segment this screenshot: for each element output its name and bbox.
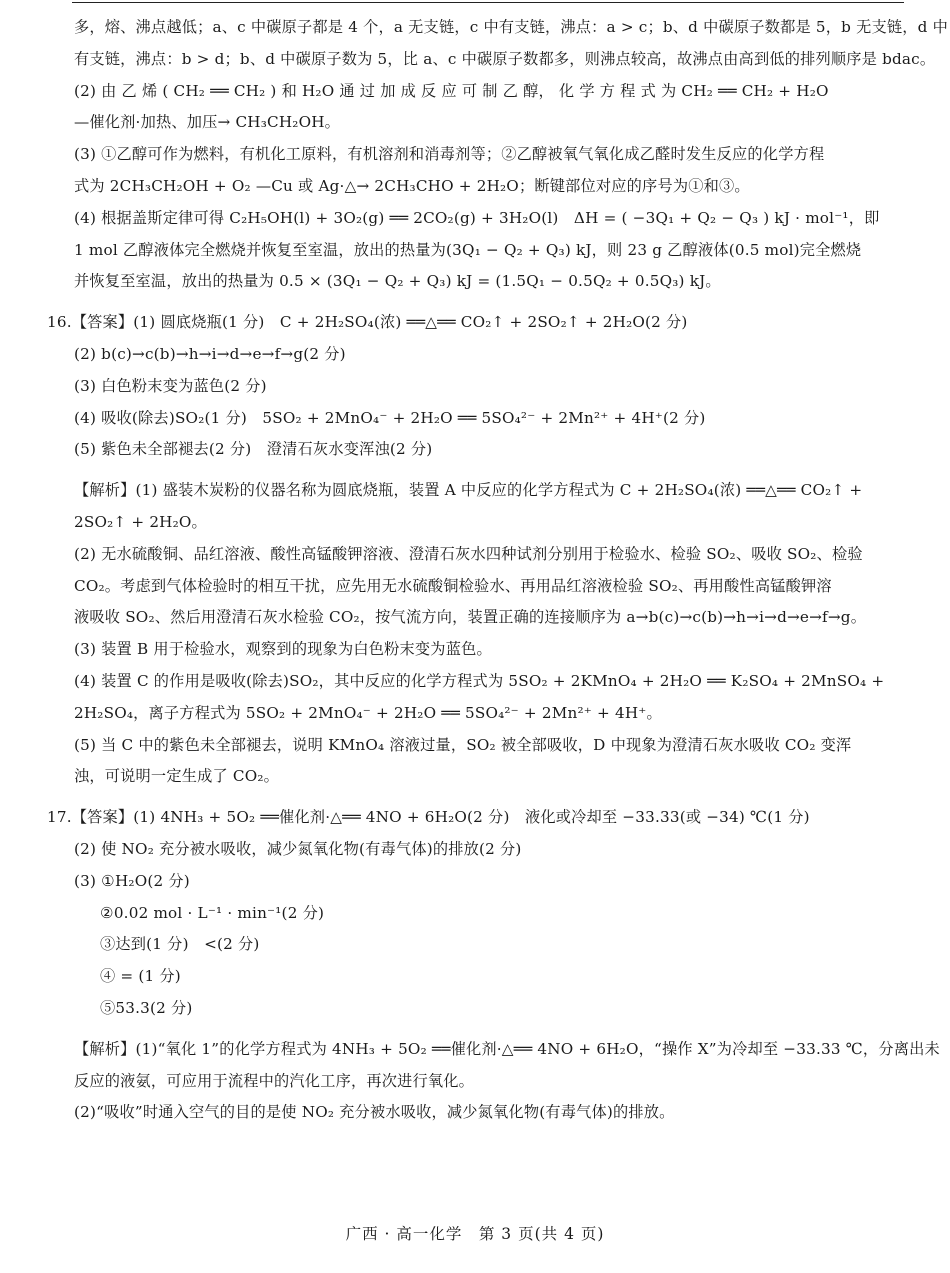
text-line: ④ = (1 分) [100, 967, 181, 986]
text-line: ②0.02 mol · L⁻¹ · min⁻¹(2 分) [100, 903, 325, 922]
top-rule [72, 2, 904, 3]
analysis-16-heading: 【解析】(1) 盛装木炭粉的仪器名称为圆底烧瓶，装置 A 中反应的化学方程式为 C + 2H₂SO₄(浓) ══△══ CO₂↑ + [74, 481, 863, 500]
text-line: (5) 当 C 中的紫色未全部褪去，说明 KMnO₄ 溶液过量，SO₂ 被全部吸收，D 中现象为澄清石灰水吸收 CO₂ 变浑 [74, 735, 852, 754]
text-line: ⑤53.3(2 分) [100, 998, 193, 1017]
analysis-17-heading: 【解析】(1)“氧化 1”的化学方程式为 4NH₃ + 5O₂ ══催化剂·△══ 4NO + 6H₂O，“操作 X”为冷却至 −33.33 ℃，分离出未 [74, 1039, 940, 1058]
text-line: (2)“吸收”时通入空气的目的是使 NO₂ 充分被水吸收，减少氮氧化物(有毒气体)的排放。 [74, 1103, 675, 1122]
text-line: (3) ①H₂O(2 分) [74, 871, 190, 890]
text-line: CO₂。考虑到气体检验时的相互干扰，应先用无水硫酸铜检验水、再用品红溶液检验 SO₂、再用酸性高锰酸钾溶 [74, 576, 832, 595]
text-line: 反应的液氨，可应用于流程中的汽化工序，再次进行氧化。 [74, 1071, 475, 1090]
page-footer: 广西 · 高一化学 第 3 页(共 4 页) [345, 1225, 605, 1243]
text-line: 液吸收 SO₂、然后用澄清石灰水检验 CO₂，按气流方向，装置正确的连接顺序为 a→b(c)→c(b)→h→i→d→e→f→g。 [74, 608, 867, 627]
text-line: (2) 由 乙 烯 ( CH₂ ══ CH₂ ) 和 H₂O 通 过 加 成 反 应 可 制 乙 醇， 化 学 方 程 式 为 CH₂ ══ CH₂ + H₂O [74, 81, 829, 100]
text-line: 1 mol 乙醇液体完全燃烧并恢复至室温，放出的热量为(3Q₁ − Q₂ + Q₃) kJ，则 23 g 乙醇液体(0.5 mol)完全燃烧 [74, 240, 862, 259]
text-line: 多，熔、沸点越低；a、c 中碳原子都是 4 个，a 无支链，c 中有支链，沸点：a > c；b、d 中碳原子数都是 5，b 无支链，d 中 [74, 18, 948, 36]
text-line: (3) 白色粉末变为蓝色(2 分) [74, 376, 267, 395]
text-line: (4) 根据盖斯定律可得 C₂H₅OH(l) + 3O₂(g) ══ 2CO₂(g) + 3H₂O(l) ΔH = ( −3Q₁ + Q₂ − Q₃ ) kJ · mol⁻¹，即 [74, 208, 880, 227]
text-line: (4) 装置 C 的作用是吸收(除去)SO₂，其中反应的化学方程式为 5SO₂ + 2KMnO₄ + 2H₂O ══ K₂SO₄ + 2MnSO₄ + [74, 671, 885, 690]
text-line: 2SO₂↑ + 2H₂O。 [74, 512, 207, 531]
text-line: ③达到(1 分) <(2 分) [100, 935, 260, 954]
text-line: (2) 使 NO₂ 充分被水吸收，减少氮氧化物(有毒气体)的排放(2 分) [74, 839, 522, 858]
text-line: 并恢复至室温，放出的热量为 0.5 × (3Q₁ − Q₂ + Q₃) kJ = (1.5Q₁ − 0.5Q₂ + 0.5Q₃) kJ。 [74, 272, 721, 291]
text-line: (3) 装置 B 用于检验水，观察到的现象为白色粉末变为蓝色。 [74, 640, 492, 659]
text-line: (4) 吸收(除去)SO₂(1 分) 5SO₂ + 2MnO₄⁻ + 2H₂O ══ 5SO₄²⁻ + 2Mn²⁺ + 4H⁺(2 分) [74, 408, 706, 427]
text-line: 2H₂SO₄，离子方程式为 5SO₂ + 2MnO₄⁻ + 2H₂O ══ 5SO₄²⁻ + 2Mn²⁺ + 4H⁺。 [74, 703, 662, 722]
text-line: 有支链，沸点：b > d；b、d 中碳原子数为 5，比 a、c 中碳原子数都多，则沸点较高，故沸点由高到低的排列顺序是 bdac。 [74, 49, 936, 68]
text-line: —催化剂·加热、加压→ CH₃CH₂OH。 [74, 113, 341, 132]
text-line: (2) b(c)→c(b)→h→i→d→e→f→g(2 分) [74, 344, 346, 363]
text-line: (3) ①乙醇可作为燃料，有机化工原料，有机溶剂和消毒剂等；②乙醇被氧气氧化成乙醛时发生反应的化学方程 [74, 145, 825, 164]
text-line: 式为 2CH₃CH₂OH + O₂ —Cu 或 Ag·△→ 2CH₃CHO + 2H₂O；断键部位对应的序号为①和③。 [74, 176, 750, 195]
text-line: 浊，可说明一定生成了 CO₂。 [74, 767, 280, 786]
text-line: (5) 紫色未全部褪去(2 分) 澄清石灰水变浑浊(2 分) [74, 440, 433, 459]
page-body [47, 12, 948, 1129]
text-line: (2) 无水硫酸铜、品红溶液、酸性高锰酸钾溶液、澄清石灰水四种试剂分别用于检验水、检验 SO₂、吸收 SO₂、检验 [74, 544, 863, 563]
answer-17-heading: 17.【答案】(1) 4NH₃ + 5O₂ ══催化剂·△══ 4NO + 6H₂O(2 分) 液化或冷却至 −33.33(或 −34) ℃(1 分) [47, 808, 810, 827]
answer-16-heading: 16.【答案】(1) 圆底烧瓶(1 分) C + 2H₂SO₄(浓) ══△══ CO₂↑ + 2SO₂↑ + 2H₂O(2 分) [47, 313, 688, 332]
